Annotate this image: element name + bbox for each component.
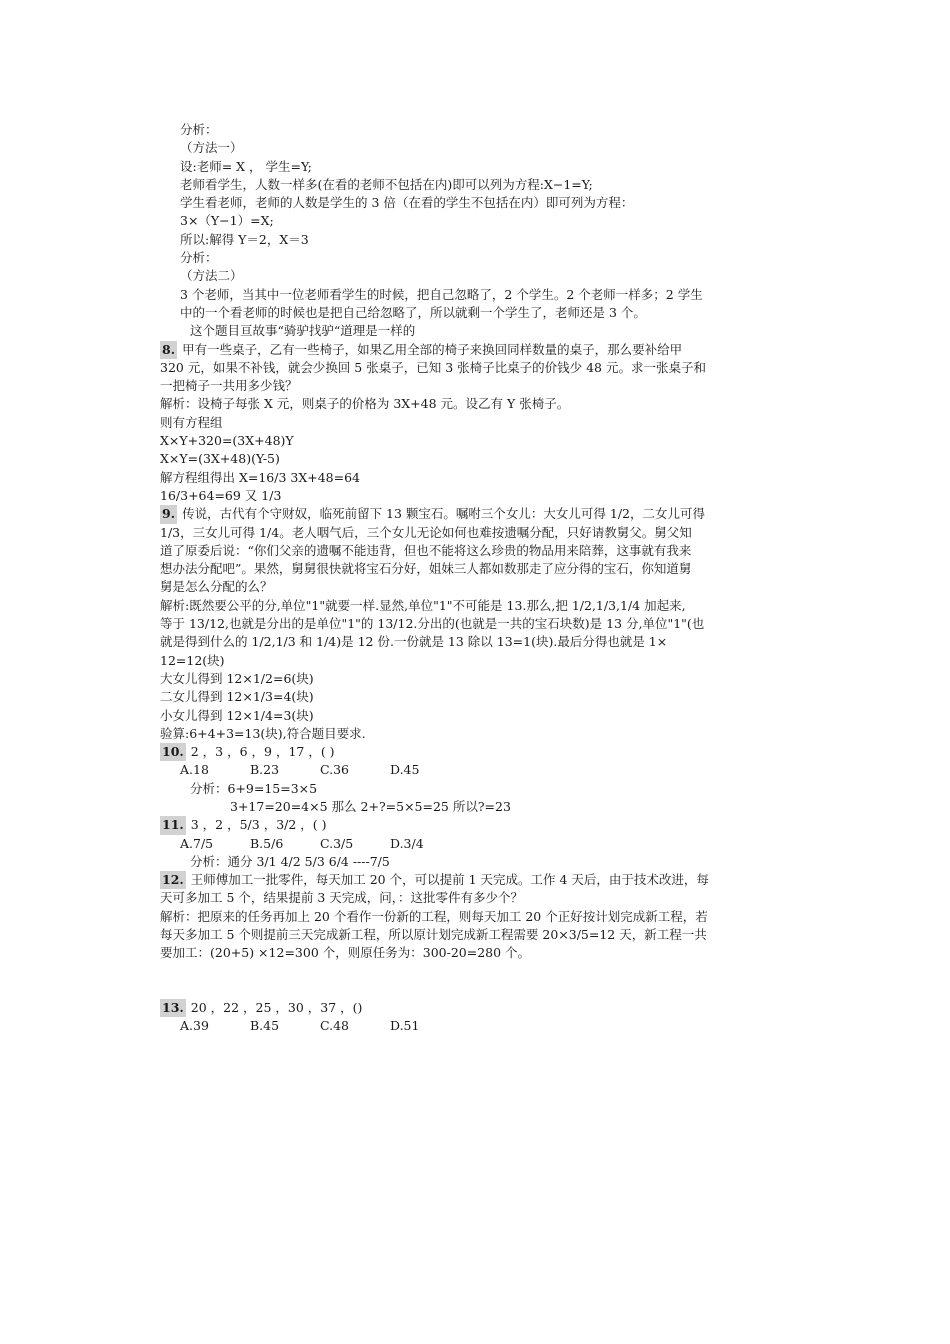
text-line: 老师看学生，人数一样多(在看的老师不包括在内)即可以列为方程:X−1=Y; — [180, 176, 593, 192]
option-b: B.23 — [250, 762, 280, 778]
question-number: 12. — [160, 871, 186, 889]
method-two-heading: （方法二） — [180, 268, 243, 284]
question-number: 13. — [160, 999, 186, 1017]
text-line: 学生看老师，老师的人数是学生的 3 倍（在看的学生不包括在内）即可列为方程： — [180, 195, 634, 211]
text-line: 天可多加工 5 个，结果提前 3 天完成，问，：这批零件有多少个？ — [160, 890, 524, 906]
equation-line: X×Y+320=(3X+48)Y — [160, 433, 294, 449]
solution-line: 解析：设椅子每张 X 元，则桌子的价格为 3X+48 元。设乙有 Y 张椅子。 — [160, 396, 570, 412]
spacer — [160, 963, 760, 999]
question-text: 3 ，2 ，5/3 ，3/2 ，( ) — [190, 817, 327, 833]
question-text: 2 ，3 ，6 ，9 ，17 ，( ) — [190, 744, 335, 760]
question-number: 10. — [160, 743, 186, 761]
text-line: 这个题目亘故事“骑驴找驴“道理是一样的 — [190, 323, 416, 339]
text-line: 16/3+64=69 又 1/3 — [160, 487, 282, 503]
question-text: 王师傅加工一批零件，每天加工 20 个，可以提前 1 天完成。工作 4 天后，由于技术改进，每 — [190, 872, 709, 888]
document-page — [160, 121, 760, 1035]
solution-line: 解析：把原来的任务再加上 20 个看作一份新的工程，则每天加工 20 个正好按计划完成新工程，若 — [160, 908, 708, 924]
text-line: 一把椅子一共用多少钱？ — [160, 378, 298, 394]
text-line: 道了原委后说：“你们父亲的遗嘱不能违背，但也不能将这么珍贵的物品用来陪葬，这事就有我来 — [160, 542, 692, 558]
method-one-heading: （方法一） — [180, 140, 243, 156]
analysis-line: 分析：6+9=15=3×5 — [190, 780, 318, 796]
option-d: D.45 — [390, 762, 420, 778]
question-text: 20 ，22 ，25 ，30 ，37 ，() — [190, 999, 363, 1015]
question-9-line-1 — [160, 505, 760, 523]
text-line: 大女儿得到 12×1/2=6(块) — [160, 670, 314, 686]
answer-options — [160, 835, 760, 853]
option-c: C.3/5 — [320, 835, 354, 851]
text-line: 3 个老师，当其中一位老师看学生的时候，把自己忽略了，2 个学生。2 个老师一样多；2 学生 — [180, 286, 703, 302]
answer-options — [160, 1017, 760, 1035]
option-d: D.3/4 — [390, 835, 424, 851]
text-line: 小女儿得到 12×1/4=3(块) — [160, 707, 314, 723]
text-line: 320 元，如果不补钱，就会少换回 5 张桌子，已知 3 张椅子比桌子的价钱少 48 元。求一张桌子和 — [160, 359, 706, 375]
question-number: 11. — [160, 816, 186, 834]
analysis-line: 分析：通分 3/1 4/2 5/3 6/4 ----7/5 — [190, 853, 390, 869]
analysis-heading: 分析： — [180, 122, 218, 137]
question-12-line-1 — [160, 871, 760, 889]
answer-options — [160, 761, 760, 779]
question-8-line-1 — [160, 341, 760, 359]
text-line: 想办法分配吧”。果然，舅舅很快就将宝石分好，姐妹三人都如数那走了应分得的宝石，你知道舅 — [160, 561, 692, 577]
option-c: C.36 — [320, 762, 349, 778]
text-line: 则有方程组 — [160, 414, 223, 430]
text-line: 验算:6+4+3=13(块),符合题目要求. — [160, 725, 366, 741]
text-line: 设:老师= X ， 学生=Y; — [180, 158, 312, 174]
text-line: 舅是怎么分配的么？ — [160, 579, 273, 595]
option-b: B.45 — [250, 1017, 280, 1033]
question-11-stem — [160, 816, 760, 834]
analysis-line: 3+17=20=4×5 那么 2+?=5×5=25 所以?=23 — [230, 798, 511, 814]
text-line: 1/3，三女儿可得 1/4。老人咽气后，三个女儿无论如何也难按遗嘱分配，只好请教舅父。舅父知 — [160, 524, 692, 540]
option-b: B.5/6 — [250, 835, 284, 851]
equation-line: X×Y=(3X+48)(Y-5) — [160, 451, 280, 467]
option-a: A.7/5 — [180, 835, 214, 851]
option-d: D.51 — [390, 1017, 420, 1033]
text-line: 每天多加工 5 个则提前三天完成新工程，所以原计划完成新工程需要 20×3/5=12 天，新工程一共 — [160, 927, 707, 943]
text-line: 就是得到什么的 1/2,1/3 和 1/4)是 12 份.一份就是 13 除以 13=1(块).最后分得也就是 1× — [160, 634, 668, 650]
text-line: 要加工：(20+5) ×12=300 个，则原任务为：300-20=280 个。 — [160, 945, 531, 961]
question-text: 传说，古代有个守财奴，临死前留下 13 颗宝石。嘱咐三个女儿：大女儿可得 1/2，二女儿可得 — [182, 506, 706, 522]
question-number: 9. — [160, 505, 177, 523]
question-10-stem — [160, 743, 760, 761]
option-c: C.48 — [320, 1017, 349, 1033]
text-line: 等于 13/12,也就是分出的是单位"1"的 13/12.分出的(也就是一共的宝石块数)是 13 分,单位"1"(也 — [160, 616, 705, 632]
question-13-stem — [160, 999, 760, 1017]
solution-line: 解析:既然要公平的分,单位"1"就要一样.显然,单位"1"不可能是 13.那么,把 1/2,1/3,1/4 加起来, — [160, 597, 686, 613]
text-line: 二女儿得到 12×1/3=4(块) — [160, 689, 314, 705]
analysis-heading: 分析： — [180, 250, 218, 266]
equation-line: 3×（Y−1）=X; — [180, 213, 274, 229]
question-text: 甲有一些桌子，乙有一些椅子，如果乙用全部的椅子来换回同样数量的桌子，那么要补给甲 — [182, 341, 683, 357]
option-a: A.18 — [180, 762, 209, 778]
question-number: 8. — [160, 341, 177, 359]
text-line: 解方程组得出 X=16/3 3X+48=64 — [160, 469, 361, 485]
text-line: 12=12(块) — [160, 652, 225, 668]
text-line: 所以:解得 Y＝2，X＝3 — [180, 231, 309, 247]
text-line: 中的一个看老师的时候也是把自己给忽略了，所以就剩一个学生了，老师还是 3 个。 — [180, 304, 646, 320]
option-a: A.39 — [180, 1017, 209, 1033]
